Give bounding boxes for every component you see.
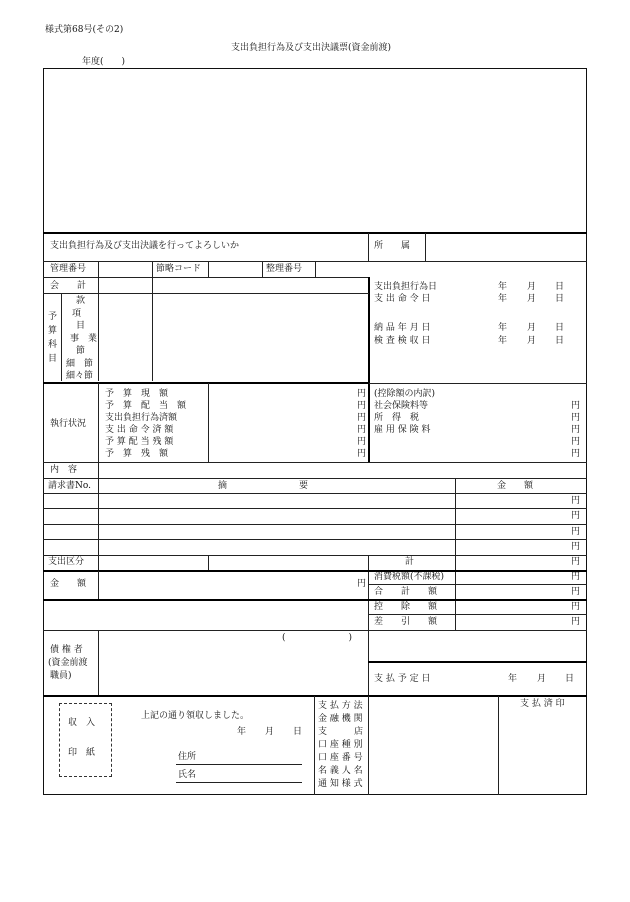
creditor-label-3: 職員) xyxy=(50,671,72,681)
divider xyxy=(368,584,587,585)
form-number: 様式第68号(その2) xyxy=(45,25,124,35)
yen-unit: 円 xyxy=(571,602,581,612)
exec-row-6: 予 算 残 額 xyxy=(105,449,169,459)
yen-unit: 円 xyxy=(357,579,367,589)
yen-unit: 円 xyxy=(571,401,581,411)
divider xyxy=(43,382,369,384)
divider xyxy=(368,630,369,696)
day-label: 日 xyxy=(555,282,565,292)
day-label: 日 xyxy=(555,336,565,346)
divider xyxy=(368,277,370,462)
form-title: 支出負担行為及び支出決議票(資金前渡) xyxy=(231,43,392,53)
amount-header: 金 額 xyxy=(497,481,534,491)
divider xyxy=(368,233,369,261)
date-label-3: 納 品 年 月 日 xyxy=(374,323,431,333)
yen-unit: 円 xyxy=(571,511,581,521)
month-label: 月 xyxy=(527,294,537,304)
divider xyxy=(455,555,456,630)
paid-stamp-label: 支 払 済 印 xyxy=(520,699,565,709)
pay-info-2: 金 融 機 関 xyxy=(318,714,363,724)
divider xyxy=(98,261,99,381)
month-label: 月 xyxy=(527,323,537,333)
pay-info-6: 名 義 人 名 xyxy=(318,766,363,776)
ref-no-label: 整理番号 xyxy=(266,264,303,274)
net-amount-label: 差 引 額 xyxy=(374,617,438,627)
yen-unit: 円 xyxy=(571,542,581,552)
divider xyxy=(43,630,587,631)
yosan-1: 予 xyxy=(48,312,58,322)
name-line xyxy=(176,782,302,783)
yen-unit: 円 xyxy=(571,437,581,447)
summary-header: 摘 要 xyxy=(218,481,309,491)
creditor-label-1: 債 権 者 xyxy=(50,645,83,655)
divider xyxy=(43,462,587,463)
deduction-amount-label: 控 除 額 xyxy=(374,602,438,612)
year-label: 年 xyxy=(237,727,247,737)
item-setsu: 節 xyxy=(76,346,86,356)
month-label: 月 xyxy=(527,336,537,346)
year-label: 年 xyxy=(498,282,508,292)
yen-unit: 円 xyxy=(357,425,367,435)
divider xyxy=(314,696,315,795)
divider xyxy=(43,539,587,540)
yen-unit: 円 xyxy=(571,557,581,567)
divider xyxy=(208,555,209,570)
pay-info-5: 口 座 番 号 xyxy=(318,753,363,763)
divider xyxy=(43,277,369,278)
shishutsu-kubun-label: 支出区分 xyxy=(48,557,85,567)
item-jigyou: 事 業 xyxy=(70,334,98,344)
divider xyxy=(368,661,587,663)
deduction-row-2: 所 得 税 xyxy=(374,413,420,423)
pay-info-7: 通 知 様 式 xyxy=(318,779,363,789)
short-code-label: 節略コード xyxy=(156,264,202,274)
yen-unit: 円 xyxy=(571,572,581,582)
divider xyxy=(98,630,99,696)
exec-row-2: 予 算 配 当 額 xyxy=(105,401,187,411)
divider xyxy=(98,383,99,462)
item-saisaisetsu: 細々節 xyxy=(66,371,94,381)
approval-question: 支出負担行為及び支出決議を行ってよろしいか xyxy=(50,241,240,251)
month-label: 月 xyxy=(537,674,547,684)
divider xyxy=(98,555,99,570)
yen-unit: 円 xyxy=(571,527,581,537)
yen-unit: 円 xyxy=(571,425,581,435)
deduction-row-1: 社会保険料等 xyxy=(374,401,429,411)
divider xyxy=(368,555,369,630)
yen-unit: 円 xyxy=(571,587,581,597)
name-label: 氏名 xyxy=(178,770,197,780)
affiliation-label: 所 属 xyxy=(374,241,411,251)
day-label: 日 xyxy=(555,323,565,333)
item-moku: 目 xyxy=(76,321,86,331)
date-label-1: 支出負担行為日 xyxy=(374,282,438,292)
divider xyxy=(61,293,62,381)
divider xyxy=(43,599,587,601)
creditor-paren: ( ) xyxy=(282,633,353,643)
stamp-label-2: 印 紙 xyxy=(68,748,96,758)
naiyou-label: 内 容 xyxy=(50,465,78,475)
execution-label: 執行状況 xyxy=(50,419,87,429)
date-label-4: 検 査 検 収 日 xyxy=(374,336,431,346)
yen-unit: 円 xyxy=(571,496,581,506)
divider xyxy=(43,695,587,697)
yen-unit: 円 xyxy=(571,413,581,423)
divider xyxy=(98,571,99,599)
year-label: 年 xyxy=(498,323,508,333)
deduction-row-3: 雇 用 保 険 料 xyxy=(374,425,431,435)
yen-unit: 円 xyxy=(571,617,581,627)
invoice-no-header: 請求書No. xyxy=(48,481,91,491)
divider xyxy=(425,233,426,261)
divider xyxy=(43,478,587,479)
yosan-2: 算 xyxy=(48,326,58,336)
day-label: 日 xyxy=(555,294,565,304)
exec-row-5: 予 算 配 当 残 額 xyxy=(105,437,174,447)
day-label: 日 xyxy=(293,727,303,737)
divider xyxy=(43,524,587,525)
divider xyxy=(455,478,456,555)
yen-unit: 円 xyxy=(357,449,367,459)
yen-unit: 円 xyxy=(357,413,367,423)
pay-info-1: 支 払 方 法 xyxy=(318,701,363,711)
kingaku-label: 金 額 xyxy=(50,579,87,589)
address-label: 住所 xyxy=(178,752,197,762)
yen-unit: 円 xyxy=(571,449,581,459)
divider xyxy=(368,614,587,615)
yosan-4: 目 xyxy=(48,354,58,364)
divider xyxy=(43,508,587,509)
yen-unit: 円 xyxy=(357,401,367,411)
kaikei-label: 会 計 xyxy=(50,281,87,291)
divider xyxy=(315,261,316,277)
divider xyxy=(43,570,587,572)
month-label: 月 xyxy=(527,282,537,292)
divider xyxy=(43,293,369,294)
grand-total-label: 合 計 額 xyxy=(374,587,438,597)
year-label: 年 xyxy=(508,674,518,684)
exec-row-4: 支 出 命 令 済 額 xyxy=(105,425,174,435)
total-label: 計 xyxy=(405,557,415,567)
yosan-3: 科 xyxy=(48,340,58,350)
divider xyxy=(498,696,499,795)
stamp-label-1: 収 入 xyxy=(68,718,96,728)
divider xyxy=(262,261,263,277)
month-label: 月 xyxy=(265,727,275,737)
divider xyxy=(369,383,587,384)
exec-row-1: 予 算 現 額 xyxy=(105,389,169,399)
tax-label: 消費税額(不課税) xyxy=(374,572,445,582)
year-label: 年 xyxy=(498,294,508,304)
address-line xyxy=(176,764,302,765)
deduction-title: (控除額の内訳) xyxy=(374,389,436,399)
pay-info-3: 支 店 xyxy=(318,727,364,737)
exec-row-3: 支出負担行為済額 xyxy=(105,413,178,423)
day-label: 日 xyxy=(565,674,575,684)
item-kan: 款 xyxy=(76,296,86,306)
yen-unit: 円 xyxy=(357,437,367,447)
pay-date-label: 支 払 予 定 日 xyxy=(374,674,431,684)
divider xyxy=(43,232,587,234)
receipt-text: 上記の通り領収しました。 xyxy=(141,711,250,721)
divider xyxy=(43,555,587,556)
divider xyxy=(152,261,153,381)
fiscal-year-label: 年度( ) xyxy=(82,57,126,67)
mgmt-no-label: 管理番号 xyxy=(50,264,87,274)
divider xyxy=(208,383,209,462)
divider xyxy=(208,261,209,277)
divider xyxy=(368,696,369,795)
divider xyxy=(43,493,587,494)
item-kou: 項 xyxy=(72,309,82,319)
creditor-label-2: (資金前渡 xyxy=(48,658,88,668)
item-saisetsu: 細 節 xyxy=(66,359,94,369)
year-label: 年 xyxy=(498,336,508,346)
pay-info-4: 口 座 種 別 xyxy=(318,740,363,750)
date-label-2: 支 出 命 令 日 xyxy=(374,294,431,304)
yen-unit: 円 xyxy=(357,389,367,399)
revenue-stamp-box xyxy=(59,703,112,777)
